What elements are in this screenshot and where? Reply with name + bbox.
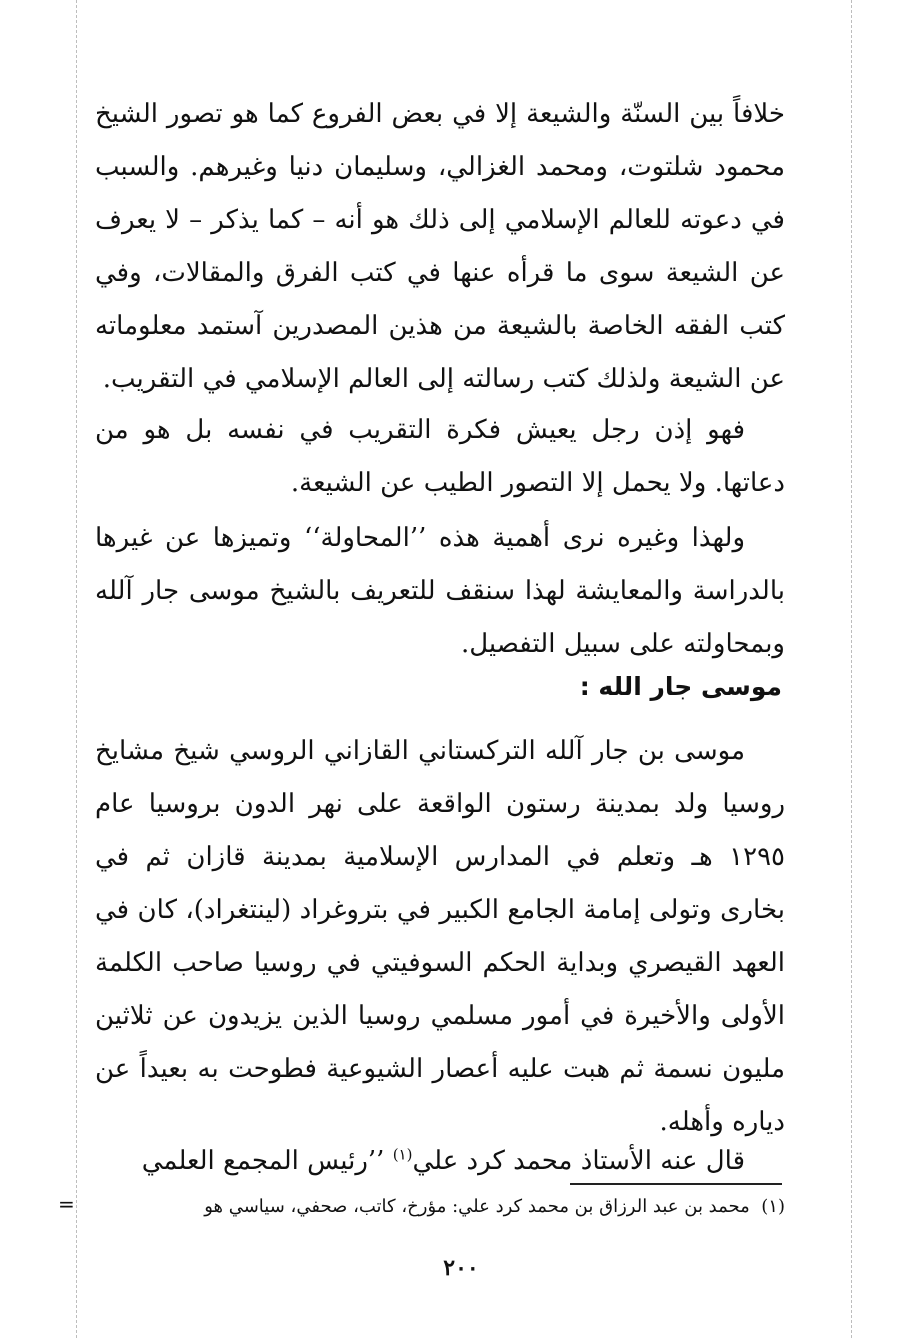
- paragraph-biography: موسى بن جار آلله التركستاني القازاني الروسي شيخ مشايخ روسيا ولد بمدينة رستون الواقعة على نهر الدون بروسيا عام ١٢٩٥ هـ وتعلم في المدارس الإسلامية بمدينة قازان ثم في بخارى وتولى إمامة الجامع الكبير في بتروغراد (لينتغراد)، كان في العهد القيصري وبداية الحكم السوفيتي في روسيا صاحب الكلمة الأولى والأخيرة في أمور مسلمي روسيا الذين يزيدون عن ثلاثين مليون نسمة ثم هبت عليه أعصار الشيوعية فطوحت به بعيداً عن دياره وأهله.: [95, 736, 785, 1137]
- footnote-text: محمد بن عبد الرزاق بن محمد كرد علي: مؤرخ، كاتب، صحفي، سياسي هو: [204, 1196, 750, 1217]
- paragraph-last: [95, 1135, 785, 1188]
- page-number: ٢٠٠: [443, 1255, 479, 1281]
- footnote-separator: [570, 1183, 782, 1185]
- paragraph-2: فهو إذن رجل يعيش فكرة التقريب في نفسه بل هو من دعاتها. ولا يحمل إلا التصور الطيب عن الشيعة.: [95, 415, 785, 498]
- footnote-marker: (١): [761, 1196, 785, 1217]
- section-heading: موسى جار الله :: [579, 672, 782, 701]
- paragraph-last-text: قال عنه الأستاذ محمد كرد علي: [412, 1146, 745, 1176]
- scan-edge-left: [76, 0, 78, 1338]
- paragraph-3: ولهذا وغيره نرى أهمية هذه ’’المحاولة‘‘ وتميزها عن غيرها بالدراسة والمعايشة لهذا سنقف للتعريف بالشيخ موسى جار آلله وبمحاولته على سبيل التفصيل.: [95, 523, 785, 659]
- footnote: [95, 1190, 785, 1224]
- footnote-reference: (١): [392, 1145, 413, 1164]
- scan-edge-right: [851, 0, 853, 1338]
- paragraph-last-quote: ’’رئيس المجمع العلمي: [141, 1146, 393, 1176]
- paragraph-1: خلافاً بين السنّة والشيعة إلا في بعض الفروع كما هو تصور الشيخ محمود شلتوت، ومحمد الغزالي، وسليمان دنيا وغيرهم. والسبب في دعوته للعالم الإسلامي إلى ذلك هو أنه – كما يذكر – لا يعرف عن الشيعة سوى ما قرأه عنها في كتب الفرق والمقالات، وفي كتب الفقه الخاصة بالشيعة من هذين المصدرين آستمد معلوماته عن الشيعة ولذلك كتب رسالته إلى العالم الإسلامي في التقريب.: [95, 99, 785, 394]
- footnote-continuation-mark: =: [58, 1192, 75, 1216]
